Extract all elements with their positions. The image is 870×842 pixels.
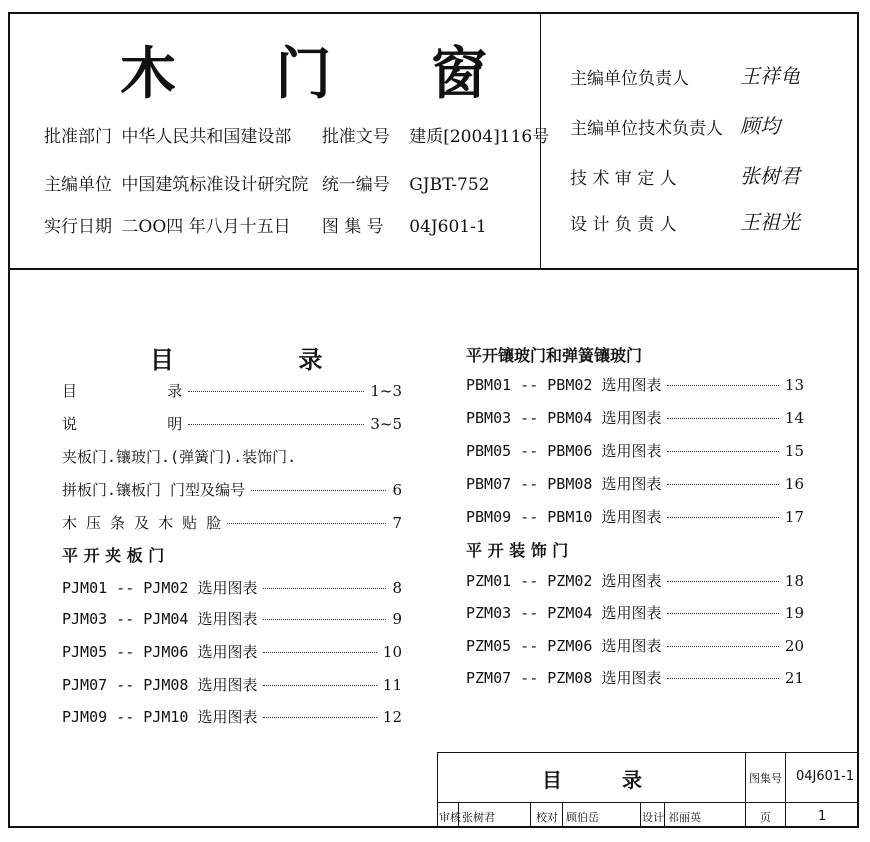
toc-entry-label: PJM03 -- PJM04 选用图表 xyxy=(62,610,258,628)
toc-entry-label: PBM09 -- PBM10 选用图表 xyxy=(466,508,662,526)
title-block-col-line xyxy=(640,802,641,828)
leader-dots xyxy=(263,619,386,620)
toc-entry-page: 10 xyxy=(382,643,402,661)
toc-entry xyxy=(466,667,804,688)
toc-entry-page: 7 xyxy=(392,514,402,532)
header-divider xyxy=(8,268,859,270)
section-heading-pbm: 平开镶玻门和弹簧镶玻门 xyxy=(466,346,643,365)
toc-entry-page: 19 xyxy=(784,604,804,622)
page-number: 1 xyxy=(818,809,827,824)
toc-entry-label: PJM01 -- PJM02 选用图表 xyxy=(62,579,258,597)
toc-entry xyxy=(466,635,804,656)
toc-entry-page: 17 xyxy=(784,508,804,526)
toc-entry-page: 8 xyxy=(392,579,402,597)
toc-entry-page: 18 xyxy=(784,572,804,590)
leader-dots xyxy=(667,678,778,679)
toc-entry-label: PBM01 -- PBM02 选用图表 xyxy=(466,376,662,394)
leader-dots xyxy=(227,523,386,524)
info-value-2: 04J601-1 xyxy=(409,217,487,237)
toc-entry-label: 拼板门.镶板门 门型及编号 xyxy=(62,481,246,499)
toc-entry-page: 14 xyxy=(784,409,804,427)
leader-dots xyxy=(188,424,364,425)
title-block-divider xyxy=(437,802,859,803)
info-label-2: 批准文号 xyxy=(321,127,390,147)
leader-dots xyxy=(667,646,778,647)
info-value: 中华人民共和国建设部 xyxy=(121,127,292,147)
toc-entry-label: PZM03 -- PZM04 选用图表 xyxy=(466,604,662,622)
title-block-col-line xyxy=(562,802,563,828)
title-block-col-line xyxy=(785,752,786,828)
toc-entry xyxy=(466,602,804,623)
toc-entry-page: 13 xyxy=(784,376,804,394)
info-row-date xyxy=(44,212,487,237)
toc-entry xyxy=(466,407,804,428)
designer-name: 祁丽英 xyxy=(668,811,701,824)
role-label: 技 术 审 定 人 xyxy=(570,169,677,189)
toc-entry-label: PJM05 -- PJM06 选用图表 xyxy=(62,643,258,661)
section-heading-pzm: 平 开 装 饰 门 xyxy=(466,541,569,560)
leader-dots xyxy=(667,581,778,582)
info-label-2: 统一编号 xyxy=(321,175,390,195)
toc-entry-label: PBM05 -- PBM06 选用图表 xyxy=(466,442,662,460)
info-label: 批准部门 xyxy=(44,127,112,147)
toc-entry xyxy=(466,506,804,527)
sheet-name-b: 录 xyxy=(622,768,642,792)
toc-entry-page: 3~5 xyxy=(370,415,402,433)
info-label: 实行日期 xyxy=(44,217,112,237)
page-label: 页 xyxy=(760,811,771,824)
toc-entry-page: 15 xyxy=(784,442,804,460)
leader-dots xyxy=(667,418,778,419)
toc-entry xyxy=(466,570,804,591)
toc-entry xyxy=(466,440,804,461)
toc-entry-label: 木 压 条 及 木 贴 脸 xyxy=(62,514,222,532)
leader-dots xyxy=(251,490,386,491)
leader-dots xyxy=(667,451,778,452)
signature: 王祖光 xyxy=(740,210,800,234)
leader-dots xyxy=(667,385,778,386)
info-value-2: GJBT-752 xyxy=(409,175,490,195)
toc-entry xyxy=(62,706,402,727)
toc-entry-label: PZM01 -- PZM02 选用图表 xyxy=(466,572,662,590)
leader-dots xyxy=(263,652,376,653)
toc-entry xyxy=(62,413,402,434)
toc-entry xyxy=(62,674,402,695)
toc-entry-label: 目 录 xyxy=(62,382,183,400)
checker-name: 顾伯岳 xyxy=(566,811,599,824)
title-block-col-line xyxy=(745,752,746,828)
leader-dots xyxy=(263,685,376,686)
toc-entry xyxy=(466,473,804,494)
toc-entry xyxy=(62,479,402,500)
toc-entry-page: 21 xyxy=(784,669,804,687)
toc-entry xyxy=(466,374,804,395)
design-label: 设计 xyxy=(642,811,664,824)
toc-entry-page: 9 xyxy=(392,610,402,628)
toc-entry-label: PJM07 -- PJM08 选用图表 xyxy=(62,676,258,694)
title-block-col-line xyxy=(664,802,665,828)
reviewer-name: 张树君 xyxy=(462,811,495,824)
leader-dots xyxy=(263,588,386,589)
info-value: 二OO四 年八月十五日 xyxy=(121,217,291,237)
toc-entry-page: 1~3 xyxy=(370,382,402,400)
review-label: 审核 xyxy=(439,811,461,824)
toc-entry xyxy=(62,577,402,598)
check-label: 校对 xyxy=(536,811,558,824)
signature: 张树君 xyxy=(740,164,800,188)
section-heading-pjm: 平 开 夹 板 门 xyxy=(62,546,165,565)
toc-entry-page: 16 xyxy=(784,475,804,493)
title-block-col-line xyxy=(530,802,531,828)
toc-entry-page: 20 xyxy=(784,637,804,655)
toc-title xyxy=(150,340,322,375)
toc-entry xyxy=(62,608,402,629)
toc-entry-label: PZM07 -- PZM08 选用图表 xyxy=(466,669,662,687)
role-label: 主编单位负责人 xyxy=(570,69,689,89)
toc-entry xyxy=(62,380,402,401)
toc-entry-label: PZM05 -- PZM06 选用图表 xyxy=(466,637,662,655)
toc-entry xyxy=(62,512,402,533)
info-label: 主编单位 xyxy=(44,175,112,195)
toc-entry-page: 12 xyxy=(382,708,402,726)
leader-dots xyxy=(667,613,778,614)
leader-dots xyxy=(263,717,376,718)
info-value-2: 建质[2004]116号 xyxy=(409,127,550,147)
leader-dots xyxy=(667,484,778,485)
role-label: 主编单位技术负责人 xyxy=(570,119,723,139)
info-row-approval xyxy=(44,122,549,147)
leader-dots xyxy=(188,391,364,392)
atlas-label: 图集号 xyxy=(749,772,782,785)
signature: 顾均 xyxy=(740,114,780,138)
sheet-name-a: 目 xyxy=(542,768,562,792)
role-label: 设 计 负 责 人 xyxy=(570,215,677,235)
toc-title-b: 录 xyxy=(298,346,323,374)
signature: 王祥龟 xyxy=(740,64,800,88)
toc-title-a: 目 xyxy=(150,346,174,374)
toc-entry-label: PJM09 -- PJM10 选用图表 xyxy=(62,708,258,726)
atlas-number: 04J601-1 xyxy=(796,769,855,784)
info-label-2: 图 集 号 xyxy=(321,217,384,237)
info-row-editor xyxy=(44,170,489,195)
toc-entry-label: 说 明 xyxy=(62,415,183,433)
toc-entry-page: 11 xyxy=(382,676,402,694)
toc-entry-label: PBM03 -- PBM04 选用图表 xyxy=(466,409,662,427)
toc-entry-label: 夹板门.镶玻门.(弹簧门).装饰门. xyxy=(62,448,297,466)
toc-entry xyxy=(62,641,402,662)
document-title: 木 门 窗 xyxy=(120,42,527,107)
toc-entry-page: 6 xyxy=(392,481,402,499)
info-value: 中国建筑标准设计研究院 xyxy=(121,175,309,195)
toc-entry-label: PBM07 -- PBM08 选用图表 xyxy=(466,475,662,493)
leader-dots xyxy=(667,517,778,518)
